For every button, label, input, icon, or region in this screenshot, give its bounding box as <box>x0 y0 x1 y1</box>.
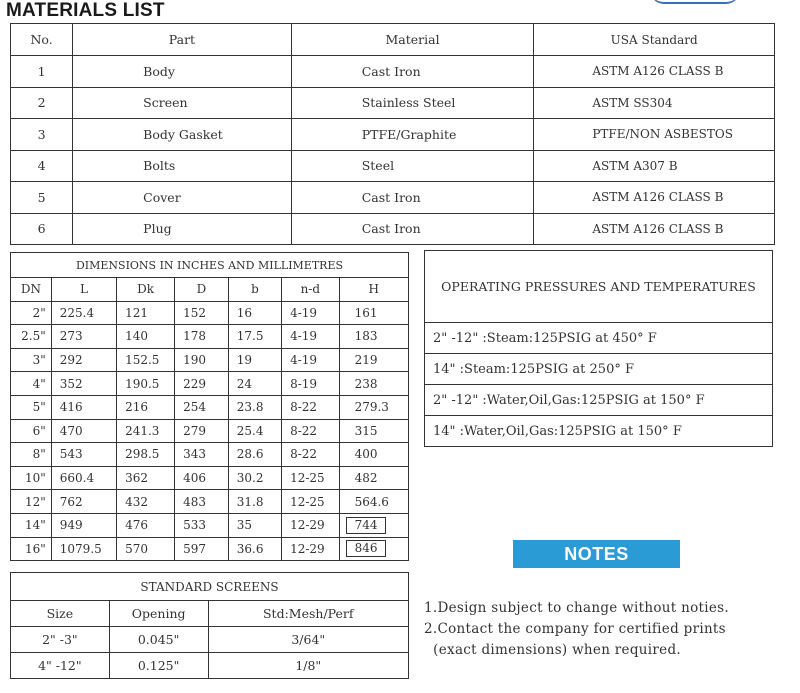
materials-cell: Plug <box>73 213 292 245</box>
dimensions-cell <box>339 513 408 537</box>
materials-cell: 4 <box>11 150 73 182</box>
dimensions-cell: 483 <box>175 490 229 514</box>
materials-cell: ASTM A126 CLASS B <box>534 56 775 88</box>
dimensions-cell: 949 <box>51 513 116 537</box>
dimensions-cell: 8" <box>11 443 52 467</box>
dimensions-cell: 273 <box>51 325 116 349</box>
table-row <box>11 490 409 514</box>
operating-condition: 14" :Water,Oil,Gas:125PSIG at 150° F <box>425 416 773 447</box>
dimensions-cell: 2.5" <box>11 325 52 349</box>
table-row <box>425 354 773 385</box>
dimensions-cell: 16 <box>228 301 281 325</box>
screens-header-cell: Std:Mesh/Perf <box>208 601 408 627</box>
screens-cell: 1/8" <box>208 653 408 679</box>
dimensions-cell: 183 <box>339 325 408 349</box>
dimensions-cell: 533 <box>175 513 229 537</box>
dimensions-header-cell: n-d <box>282 278 340 302</box>
dimensions-cell: 8-19 <box>282 372 340 396</box>
table-row <box>11 348 409 372</box>
dimensions-cell: 19 <box>228 348 281 372</box>
dimensions-cell: 241.3 <box>117 419 175 443</box>
dimensions-cell: 140 <box>117 325 175 349</box>
dimensions-cell: 660.4 <box>51 466 116 490</box>
note-item: 1.Design subject to change without noties. <box>424 600 729 616</box>
materials-cell: PTFE/Graphite <box>291 119 534 151</box>
dimensions-cell: 190.5 <box>117 372 175 396</box>
dimensions-cell: 315 <box>339 419 408 443</box>
dimensions-cell: 352 <box>51 372 116 396</box>
dimensions-cell: 25.4 <box>228 419 281 443</box>
screens-header-cell: Size <box>11 601 110 627</box>
materials-cell: 6 <box>11 213 73 245</box>
dimensions-cell: 17.5 <box>228 325 281 349</box>
screens-header-row <box>11 601 409 627</box>
materials-cell: 3 <box>11 119 73 151</box>
dimensions-caption: DIMENSIONS IN INCHES AND MILLIMETRES <box>11 253 409 278</box>
dimensions-header-cell: Dk <box>117 278 175 302</box>
dimensions-cell: 279.3 <box>339 395 408 419</box>
dimensions-cell: 216 <box>117 395 175 419</box>
dimensions-cell: 4-19 <box>282 301 340 325</box>
dimensions-cell: 12-25 <box>282 466 340 490</box>
materials-header-cell: Material <box>291 24 534 56</box>
dimensions-cell: 343 <box>175 443 229 467</box>
dimensions-cell: 6" <box>11 419 52 443</box>
materials-header-cell: No. <box>11 24 73 56</box>
dimensions-cell: 279 <box>175 419 229 443</box>
dimensions-cell: 1079.5 <box>51 537 116 561</box>
table-row <box>11 466 409 490</box>
materials-cell: Cast Iron <box>291 56 534 88</box>
operating-caption-row <box>425 251 773 323</box>
table-row <box>11 56 775 88</box>
operating-condition: 2" -12" :Water,Oil,Gas:125PSIG at 150° F <box>425 385 773 416</box>
dimensions-cell: 178 <box>175 325 229 349</box>
table-row <box>11 119 775 151</box>
screens-header-cell: Opening <box>109 601 208 627</box>
notes-list <box>424 598 794 661</box>
table-row <box>425 323 773 354</box>
dimensions-cell: 219 <box>339 348 408 372</box>
dimensions-header-cell: L <box>51 278 116 302</box>
table-row <box>425 416 773 447</box>
dimensions-cell: 36.6 <box>228 537 281 561</box>
dimensions-cell: 31.8 <box>228 490 281 514</box>
screens-cell: 3/64" <box>208 627 408 653</box>
corner-decoration <box>650 0 740 4</box>
dimensions-cell: 24 <box>228 372 281 396</box>
dimensions-cell: 30.2 <box>228 466 281 490</box>
dimensions-cell: 12" <box>11 490 52 514</box>
dimensions-header-cell: D <box>175 278 229 302</box>
dimensions-cell: 570 <box>117 537 175 561</box>
operating-condition: 2" -12" :Steam:125PSIG at 450° F <box>425 323 773 354</box>
table-row <box>11 513 409 537</box>
dimensions-table <box>10 252 409 561</box>
dimensions-cell: 28.6 <box>228 443 281 467</box>
standard-screens-table <box>10 572 409 679</box>
dimensions-cell: 14" <box>11 513 52 537</box>
operating-caption: OPERATING PRESSURES AND TEMPERATURES <box>425 251 773 323</box>
dimensions-cell <box>339 537 408 561</box>
dimensions-header-cell: H <box>339 278 408 302</box>
materials-cell: PTFE/NON ASBESTOS <box>534 119 775 151</box>
materials-cell: Screen <box>73 87 292 119</box>
dimensions-cell: 121 <box>117 301 175 325</box>
dimensions-cell: 416 <box>51 395 116 419</box>
dimensions-header-cell: b <box>228 278 281 302</box>
table-row <box>11 653 409 679</box>
dimensions-cell: 3" <box>11 348 52 372</box>
materials-cell: Bolts <box>73 150 292 182</box>
dimensions-cell: 12-29 <box>282 537 340 561</box>
operating-pressures-table <box>424 250 773 447</box>
dimensions-cell: 476 <box>117 513 175 537</box>
dimensions-cell: 161 <box>339 301 408 325</box>
materials-cell: Steel <box>291 150 534 182</box>
dimensions-header-row <box>11 278 409 302</box>
dimensions-cell: 35 <box>228 513 281 537</box>
note-item: (exact dimensions) when required. <box>424 642 681 658</box>
materials-cell: Cast Iron <box>291 182 534 214</box>
materials-cell: ASTM SS304 <box>534 87 775 119</box>
materials-cell: ASTM A126 CLASS B <box>534 213 775 245</box>
operating-condition: 14" :Steam:125PSIG at 250° F <box>425 354 773 385</box>
boxed-value: 846 <box>346 540 387 557</box>
dimensions-cell: 8-22 <box>282 443 340 467</box>
materials-header-cell: Part <box>73 24 292 56</box>
dimensions-cell: 23.8 <box>228 395 281 419</box>
dimensions-cell: 400 <box>339 443 408 467</box>
dimensions-cell: 190 <box>175 348 229 372</box>
table-row <box>11 419 409 443</box>
dimensions-cell: 10" <box>11 466 52 490</box>
materials-cell: 5 <box>11 182 73 214</box>
dimensions-cell: 543 <box>51 443 116 467</box>
dimensions-cell: 4" <box>11 372 52 396</box>
notes-badge: NOTES <box>513 540 680 568</box>
dimensions-cell: 152 <box>175 301 229 325</box>
materials-table <box>10 23 775 245</box>
table-row <box>11 182 775 214</box>
dimensions-cell: 16" <box>11 537 52 561</box>
dimensions-cell: 597 <box>175 537 229 561</box>
table-row <box>11 213 775 245</box>
materials-header-cell: USA Standard <box>534 24 775 56</box>
materials-cell: Stainless Steel <box>291 87 534 119</box>
screens-caption: STANDARD SCREENS <box>11 573 409 601</box>
dimensions-cell: 470 <box>51 419 116 443</box>
table-row <box>11 443 409 467</box>
dimensions-cell: 762 <box>51 490 116 514</box>
materials-cell: 2 <box>11 87 73 119</box>
dimensions-cell: 238 <box>339 372 408 396</box>
dimensions-cell: 8-22 <box>282 419 340 443</box>
screens-cell: 0.045" <box>109 627 208 653</box>
boxed-value: 744 <box>346 517 387 534</box>
dimensions-cell: 229 <box>175 372 229 396</box>
table-row <box>11 395 409 419</box>
dimensions-cell: 406 <box>175 466 229 490</box>
dimensions-cell: 4-19 <box>282 348 340 372</box>
table-row <box>11 537 409 561</box>
materials-cell: Body Gasket <box>73 119 292 151</box>
dimensions-header-cell: DN <box>11 278 52 302</box>
dimensions-cell: 254 <box>175 395 229 419</box>
dimensions-cell: 298.5 <box>117 443 175 467</box>
screens-cell: 4" -12" <box>11 653 110 679</box>
dimensions-cell: 5" <box>11 395 52 419</box>
dimensions-cell: 12-29 <box>282 513 340 537</box>
table-row <box>11 87 775 119</box>
table-row <box>11 325 409 349</box>
dimensions-cell: 432 <box>117 490 175 514</box>
screens-cell: 0.125" <box>109 653 208 679</box>
materials-cell: Body <box>73 56 292 88</box>
table-row <box>11 150 775 182</box>
table-row <box>11 627 409 653</box>
page-title: MATERIALS LIST <box>6 0 165 21</box>
table-row <box>11 301 409 325</box>
dimensions-cell: 362 <box>117 466 175 490</box>
materials-cell: Cover <box>73 182 292 214</box>
dimensions-caption-row <box>11 253 409 278</box>
dimensions-cell: 482 <box>339 466 408 490</box>
dimensions-cell: 8-22 <box>282 395 340 419</box>
dimensions-cell: 225.4 <box>51 301 116 325</box>
table-row <box>425 385 773 416</box>
table-row <box>11 372 409 396</box>
materials-cell: 1 <box>11 56 73 88</box>
screens-cell: 2" -3" <box>11 627 110 653</box>
dimensions-cell: 2" <box>11 301 52 325</box>
dimensions-cell: 292 <box>51 348 116 372</box>
screens-caption-row <box>11 573 409 601</box>
materials-cell: ASTM A307 B <box>534 150 775 182</box>
dimensions-cell: 564.6 <box>339 490 408 514</box>
note-item: 2.Contact the company for certified prints <box>424 621 726 637</box>
dimensions-cell: 4-19 <box>282 325 340 349</box>
materials-header-row <box>11 24 775 56</box>
materials-cell: Cast Iron <box>291 213 534 245</box>
dimensions-cell: 12-25 <box>282 490 340 514</box>
materials-cell: ASTM A126 CLASS B <box>534 182 775 214</box>
dimensions-cell: 152.5 <box>117 348 175 372</box>
